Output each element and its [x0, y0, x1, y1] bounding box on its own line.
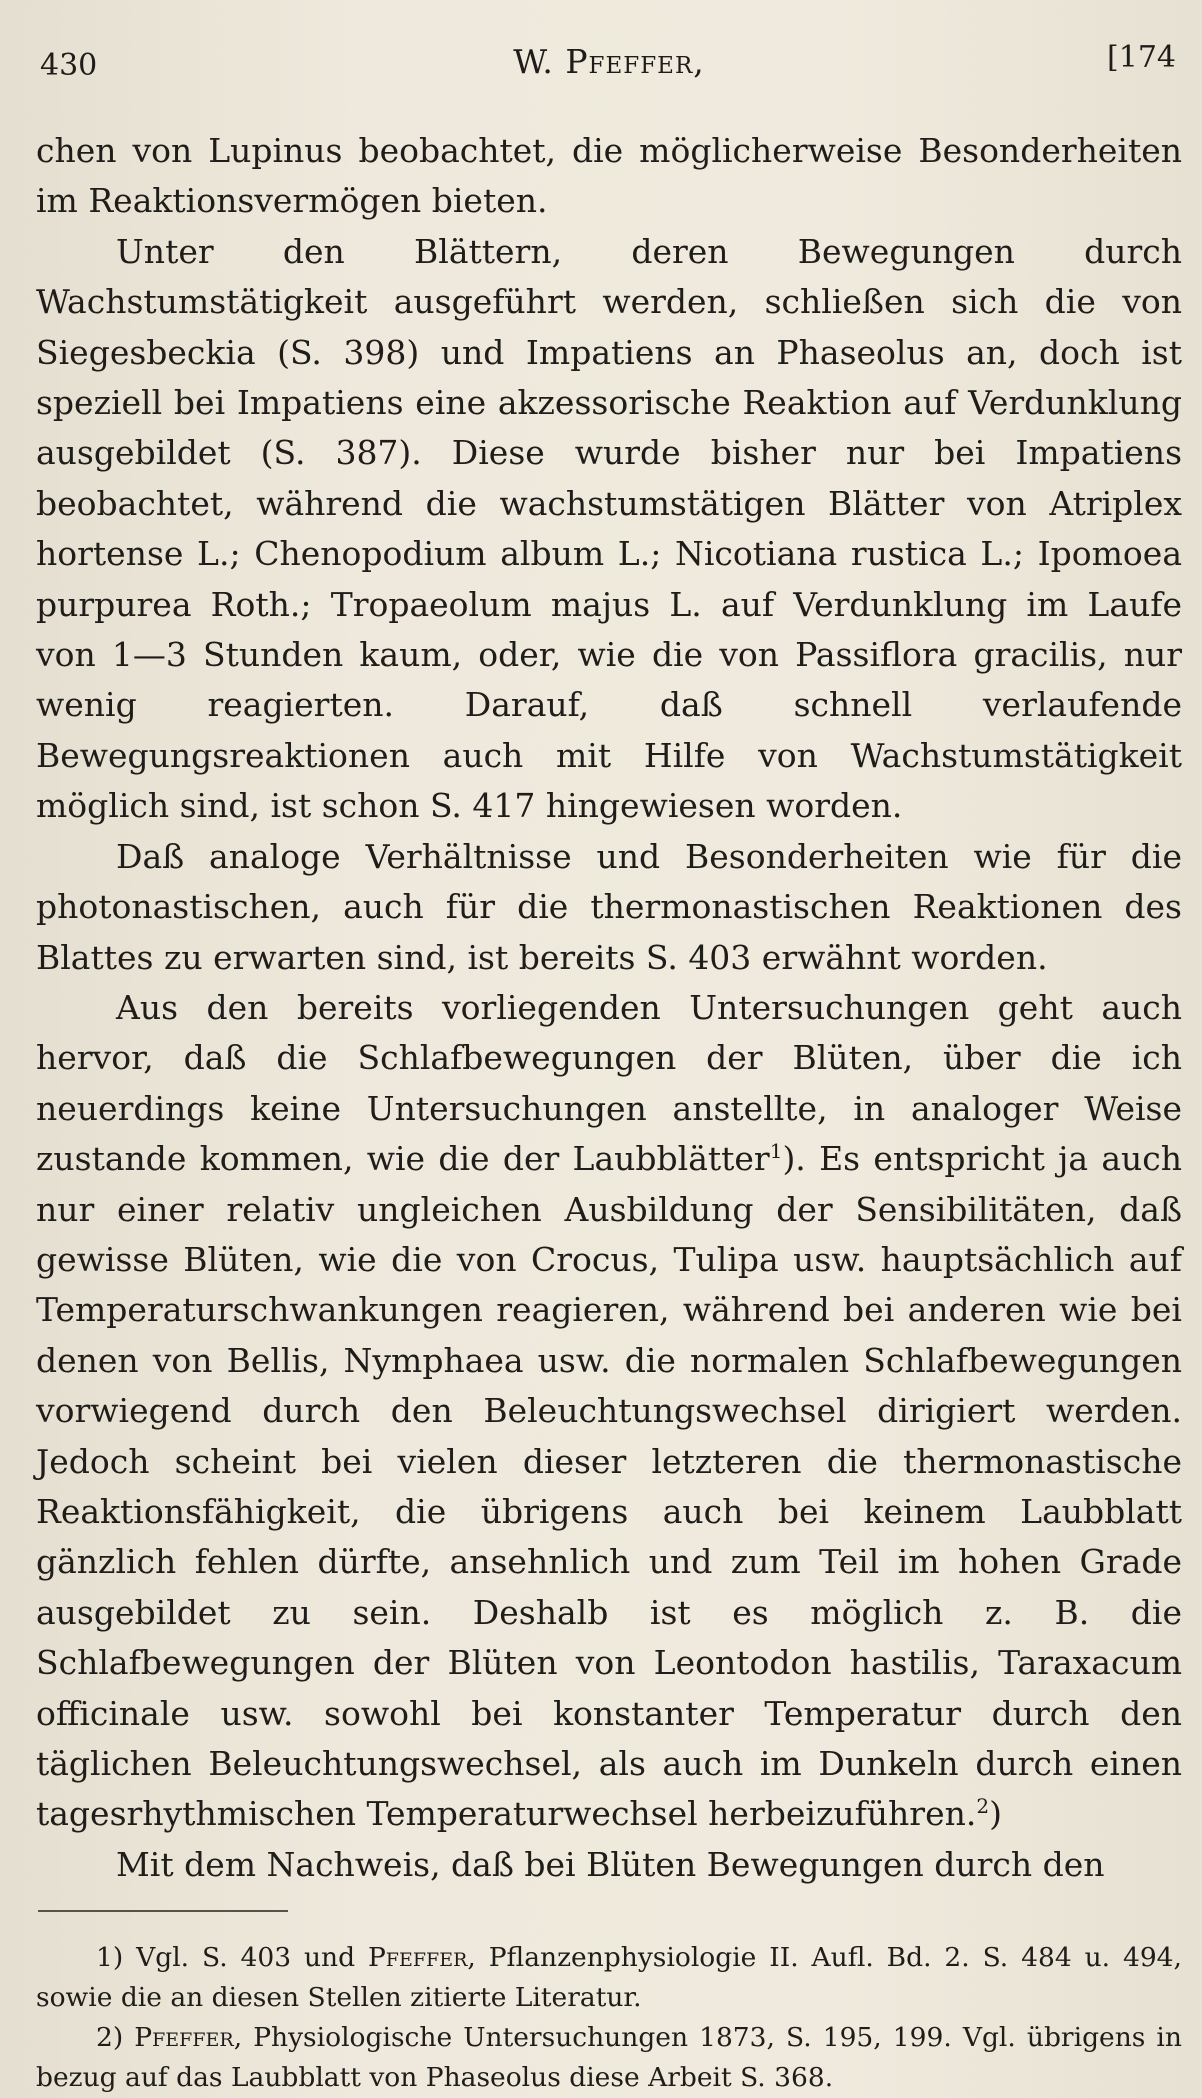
paragraph-4-text-c: ): [989, 1794, 1002, 1834]
footnote-1: [36, 1938, 1182, 2018]
footnote-1-text-a: Vgl. S. 403 und: [136, 1942, 356, 1974]
footnote-2-text: Physiologische Untersuchungen 1873, S. 195, 199. Vgl. übrigens in bezug auf das Laubblatt von Phaseolus diese Arbeit S. 368.: [36, 2022, 1182, 2094]
footnote-ref-2: 2: [976, 1794, 990, 1819]
footnote-divider: [38, 1910, 288, 1912]
paragraph-1: chen von Lupinus beobachtet, die möglicherweise Besonderheiten im Reaktionsvermögen bieten.: [36, 131, 1182, 221]
body-text: [36, 126, 1182, 1890]
footnote-1-author: Pfeffer,: [367, 1942, 476, 1974]
paragraph-5: Mit dem Nachweis, daß bei Blüten Bewegungen durch den: [116, 1844, 1105, 1884]
paragraph-4: [36, 983, 1182, 1840]
original-folio: [174: [1107, 40, 1176, 75]
paragraph-2: Unter den Blättern, deren Bewegungen durch Wachstumstätigkeit ausgeführt werden, schließen sich die von Siegesbeckia (S. 398) und Impatiens an Phaseolus an, doch ist speziell bei Impatiens eine akzessorische Reaktion auf Verdunklung ausgebildet (S. 387). Diese wurde bisher nur bei Impatiens beobachtet, während die wachstumstätigen Blätter von Atriplex hortense L.; Chenopodium album L.; Nicotiana rustica L.; Ipomoea purpurea Roth.; Tropaeolum majus L. auf Verdunklung im Laufe von 1—3 Stunden kaum, oder, wie die von Passiflora gracilis, nur wenig reagierten. Darauf, daß schnell verlaufende Bewegungsreaktionen auch mit Hilfe von Wachstumstätigkeit möglich sind, ist schon S. 417 hingewiesen worden.: [36, 231, 1182, 826]
paragraph-4-text-a: Aus den bereits vorliegenden Untersuchungen geht auch hervor, daß die Schlafbewegungen der Blüten, über die ich neuerdings keine Untersuchungen anstellte, in analoger Weise zustande kommen, wie die der Laubblätter: [36, 987, 1182, 1179]
footnote-2-author: Pfeffer,: [134, 2022, 243, 2054]
footnote-ref-1: 1: [769, 1139, 783, 1164]
page-number: 430: [40, 48, 98, 83]
footnotes: [36, 1938, 1182, 2098]
footnote-1-marker: 1): [96, 1942, 124, 1974]
paragraph-3: Daß analoge Verhältnisse und Besonderheiten wie für die photonastischen, auch für die thermonastischen Reaktionen des Blattes zu erwarten sind, ist bereits S. 403 erwähnt worden.: [36, 836, 1182, 977]
running-head: W. Pfeffer,: [513, 42, 705, 81]
footnote-2-marker: 2): [96, 2022, 124, 2054]
paragraph-4-text-b: ). Es entspricht ja auch nur einer relativ ungleichen Ausbildung der Sensibilitäten, daß gewisse Blüten, wie die von Crocus, Tulipa usw. hauptsächlich auf Temperaturschwankungen reagieren, während bei anderen wie bei denen von Bellis, Nymphaea usw. die normalen Schlafbewegungen vorwiegend durch den Beleuchtungswechsel dirigiert werden. Jedoch scheint bei vielen dieser letzteren die thermonastische Reaktionsfähigkeit, die übrigens auch bei keinem Laubblatt gänzlich fehlen dürfte, ansehnlich und zum Teil im hohen Grade ausgebildet zu sein. Deshalb ist es möglich z. B. die Schlafbewegungen der Blüten von Leontodon hastilis, Taraxacum officinale usw. sowohl bei konstanter Temperatur durch den täglichen Beleuchtungswechsel, als auch im Dunkeln durch einen tagesrhythmischen Temperaturwechsel herbeizuführen.: [36, 1139, 1182, 1834]
footnote-1-text-b: Pflanzenphysiologie II. Aufl. Bd. 2. S. 484 u. 494, sowie die an diesen Stellen zitierte Literatur.: [36, 1942, 1182, 2014]
page-header: [36, 20, 1182, 83]
footnote-2: [36, 2018, 1182, 2098]
